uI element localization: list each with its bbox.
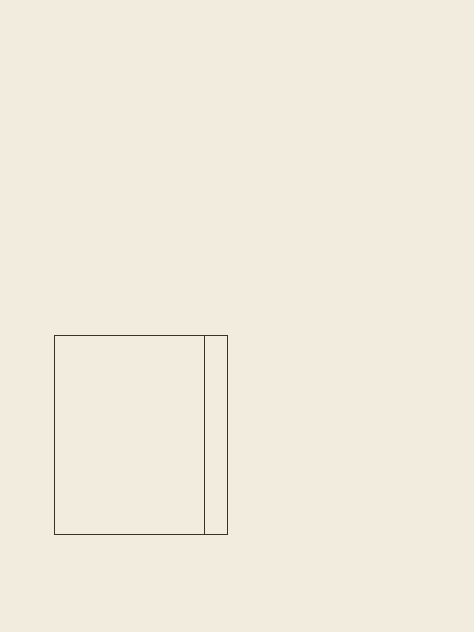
article-title — [372, 108, 418, 368]
table-header — [204, 336, 227, 534]
body-text-right-block — [226, 84, 360, 400]
page-number — [218, 604, 258, 620]
artifact-table — [54, 335, 228, 535]
body-text-left-block — [60, 84, 220, 322]
author-name — [390, 488, 414, 578]
body-text-mid-block — [226, 406, 360, 576]
